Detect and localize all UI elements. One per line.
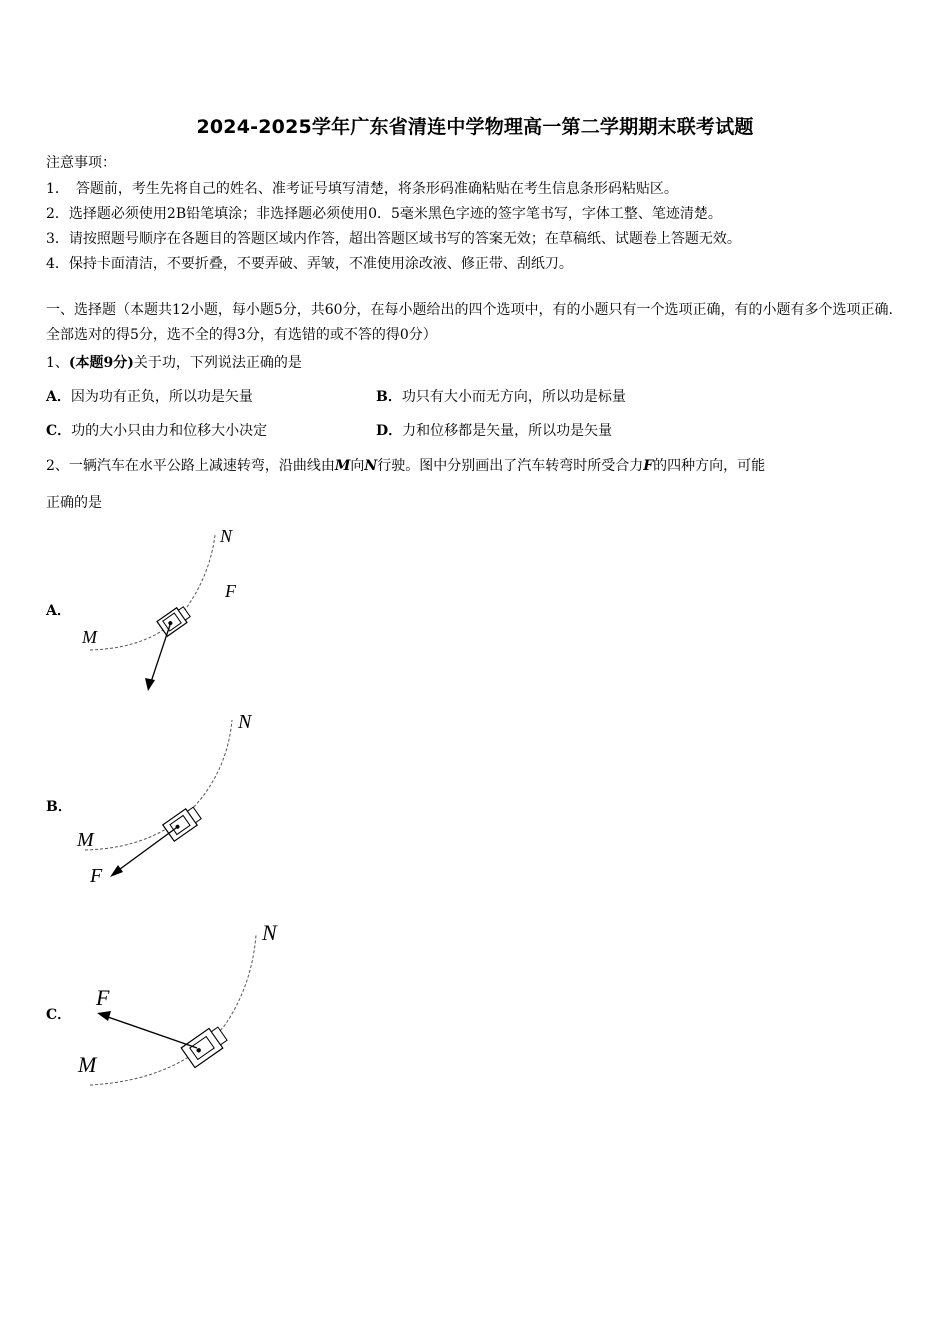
notice-item-2: 2．选择题必须使用2B铅笔填涂；非选择题必须使用0．5毫米黑色字迹的签字笔书写，字体工整、笔迹清楚。 xyxy=(46,206,722,222)
force-arrow xyxy=(150,625,170,685)
label-f: F xyxy=(96,985,110,1010)
q1-option-c[interactable] xyxy=(46,420,267,440)
q2-m-symbol: M xyxy=(334,458,351,474)
q1-stem xyxy=(46,352,302,372)
trajectory-curve xyxy=(90,535,215,650)
label-f: F xyxy=(225,581,236,601)
option-letter: D． xyxy=(376,423,403,439)
option-text: 功只有大小而无方向，所以功是标量 xyxy=(401,389,626,405)
label-n: N xyxy=(220,526,233,546)
notice-item-3: 3．请按照题号顺序在各题目的答题区域内作答，超出答题区域书写的答案无效；在草稿纸、试题卷上答题无效。 xyxy=(46,231,741,247)
option-text: 功的大小只由力和位移大小决定 xyxy=(71,423,268,439)
trajectory-curve xyxy=(90,935,256,1085)
q2-f-symbol: F xyxy=(643,458,654,474)
q1-option-b[interactable] xyxy=(376,386,626,406)
q2-stem-line2: 正确的是 xyxy=(46,495,102,511)
q1-stem-text: 关于功，下列说法正确的是 xyxy=(133,355,302,371)
label-n: N xyxy=(262,920,277,945)
car-icon xyxy=(163,805,203,841)
force-arrow xyxy=(105,1016,197,1048)
trajectory-curve xyxy=(85,720,232,850)
label-m: M xyxy=(78,1052,97,1077)
q2-stem-prefix: 2、一辆汽车在水平公路上减速转弯，沿曲线由 xyxy=(46,458,335,474)
q2-n-symbol: N xyxy=(364,458,378,474)
force-arrow xyxy=(116,828,176,872)
option-text: 力和位移都是矢量，所以功是矢量 xyxy=(402,423,613,439)
q1-option-d[interactable] xyxy=(376,420,612,440)
q2-stem xyxy=(46,455,765,475)
force-arrowhead xyxy=(145,678,155,691)
q1-points: (本题9分) xyxy=(68,355,134,371)
notice-item-4: 4．保持卡面清洁，不要折叠，不要弄破、弄皱，不准使用涂改液、修正带、刮纸刀。 xyxy=(46,256,573,272)
page-title: 2024-2025学年广东省清连中学物理高一第二学期期末联考试题 xyxy=(196,116,754,138)
q2-stem-mid: 行驶。图中分别画出了汽车转弯时所受合力 xyxy=(377,458,644,474)
force-arrowhead xyxy=(110,865,123,877)
figure-b-label[interactable]: B． xyxy=(46,799,72,815)
section1-instructions: 一、选择题（本题共12小题，每小题5分，共60分，在每小题给出的四个选项中，有的小题只有一个选项正确，有的小题有多个选项正确.全部选对的得5分，选不全的得3分，有选错的或不答的得0分） xyxy=(46,302,893,343)
force-arrowhead xyxy=(97,1011,111,1021)
label-n: N xyxy=(238,711,252,733)
figure-c-label[interactable]: C． xyxy=(46,1007,72,1023)
label-f: F xyxy=(90,865,103,887)
figure-a xyxy=(60,520,260,700)
q1-option-a[interactable] xyxy=(46,386,253,406)
figure-a-label[interactable]: A． xyxy=(46,603,71,619)
option-letter: B． xyxy=(376,389,402,405)
option-letter: A． xyxy=(46,389,71,405)
q2-stem-suffix: 的四种方向，可能 xyxy=(653,458,766,474)
q1-number: 1、 xyxy=(46,355,69,371)
car-icon xyxy=(157,604,192,636)
q2-to: 向 xyxy=(350,458,365,474)
notice-item-1: 1． 答题前，考生先将自己的姓名、准考证号填写清楚，将条形码准确粘贴在考生信息条形码粘贴区。 xyxy=(46,181,678,197)
figure-b xyxy=(60,700,280,890)
label-m: M xyxy=(82,627,97,647)
notice-heading: 注意事项： xyxy=(46,155,116,171)
option-text: 因为功有正负，所以功是矢量 xyxy=(70,389,253,405)
figure-c xyxy=(60,910,300,1100)
label-m: M xyxy=(77,829,94,851)
option-letter: C． xyxy=(46,423,72,439)
